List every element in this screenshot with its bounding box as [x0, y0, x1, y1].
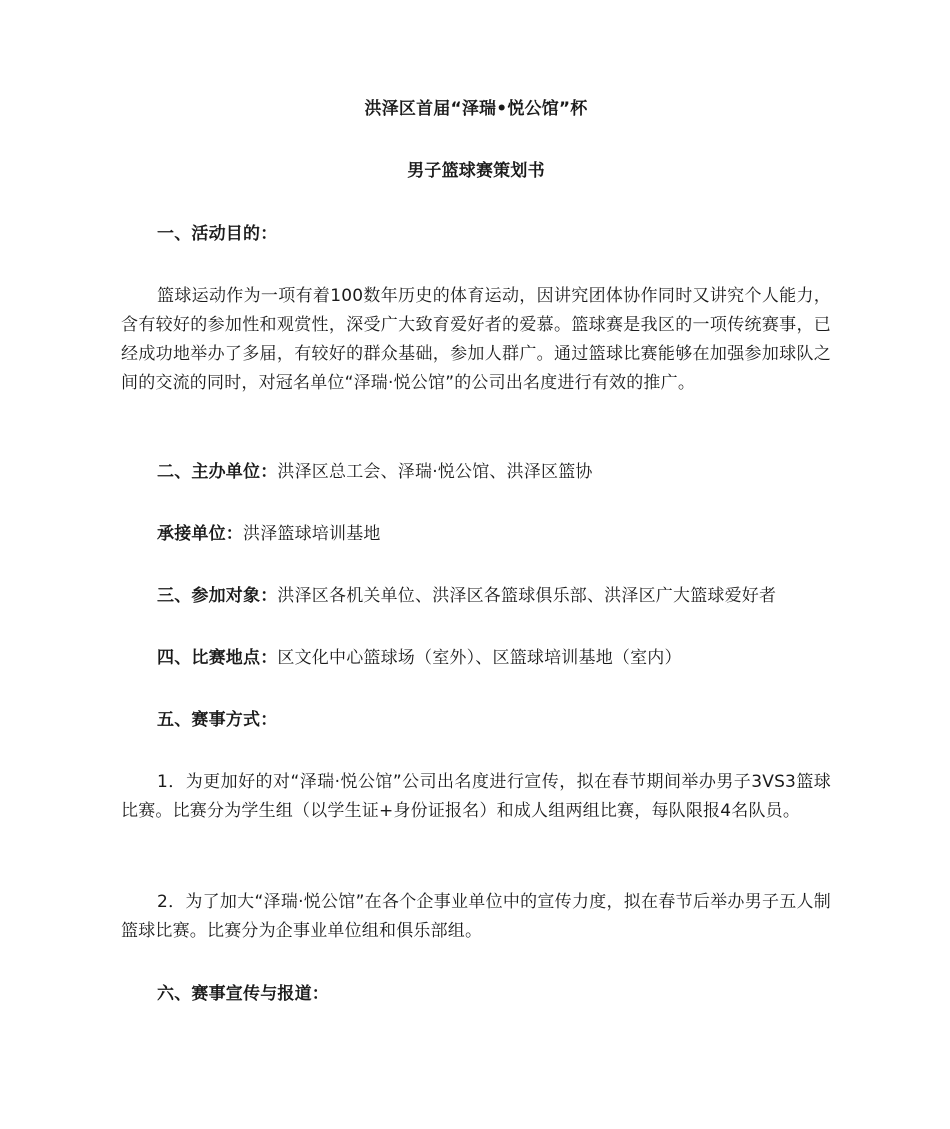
- section-heading-purpose: 一、活动目的：: [157, 224, 278, 244]
- section-heading-format: 五、赛事方式：: [157, 710, 278, 730]
- organizer-line: [121, 458, 831, 487]
- organizer-value: 洪泽区总工会、泽瑞·悦公馆、洪泽区篮协: [277, 462, 593, 482]
- document-subtitle: 男子篮球赛策划书: [407, 161, 545, 181]
- undertaker-line: [121, 520, 831, 549]
- participants-label: 三、参加对象：: [157, 586, 278, 606]
- undertaker-value: 洪泽篮球培训基地: [243, 524, 381, 544]
- format-item-1: 1．为更加好的对“泽瑞·悦公馆”公司出名度进行宣传，拟在春节期间举办男子3VS3篮球比赛。比赛分为学生组（以学生证+身份证报名）和成人组两组比赛，每队限报4名队员。: [121, 772, 831, 821]
- participants-line: [121, 582, 831, 611]
- document-title: 洪泽区首届“泽瑞•悦公馆”杯: [364, 99, 588, 119]
- purpose-paragraph: 篮球运动作为一项有着100数年历史的体育运动，因讲究团体协作同时又讲究个人能力，含有较好的参加性和观赏性，深受广大致育爱好者的爱慕。篮球赛是我区的一项传统赛事，已经成功地举办了多届，有较好的群众基础，参加人群广。通过篮球比赛能够在加强参加球队之间的交流的同时，对冠名单位“泽瑞·悦公馆”的公司出名度进行有效的推广。: [121, 286, 831, 393]
- venue-line: [121, 644, 831, 673]
- undertaker-label: 承接单位：: [157, 524, 243, 544]
- venue-value: 区文化中心篮球场（室外）、区篮球培训基地（室内）: [277, 648, 682, 668]
- organizer-label: 二、主办单位：: [157, 462, 278, 482]
- participants-value: 洪泽区各机关单位、洪泽区各篮球俱乐部、洪泽区广大篮球爱好者: [277, 586, 777, 606]
- section-heading-publicity: 六、赛事宣传与报道：: [157, 984, 329, 1004]
- venue-label: 四、比赛地点：: [157, 648, 278, 668]
- format-item-2: 2．为了加大“泽瑞·悦公馆”在各个企事业单位中的宣传力度，拟在春节后举办男子五人制篮球比赛。比赛分为企事业单位组和俱乐部组。: [121, 892, 831, 941]
